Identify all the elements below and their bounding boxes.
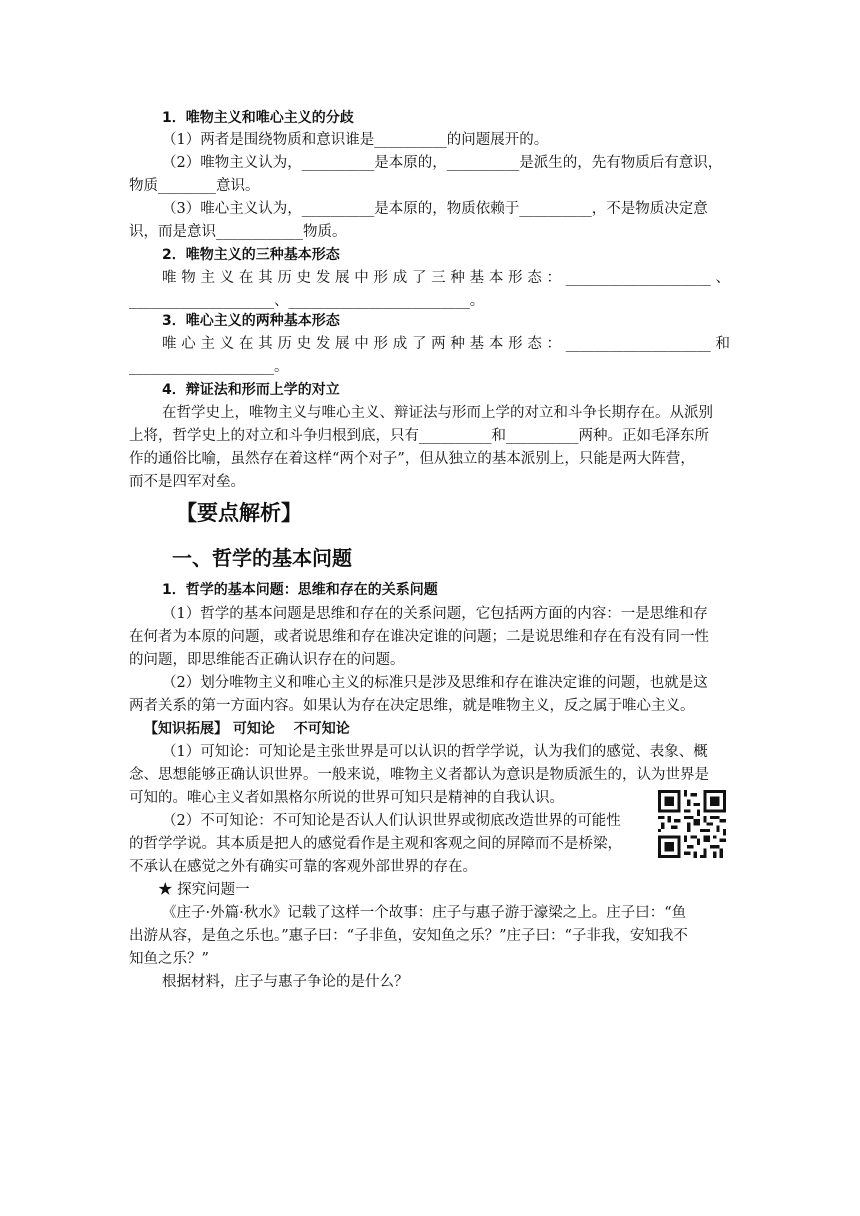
text-line: 作的通俗比喻，虽然存在着这样“两个对子”，但从独立的基本派别上，只能是两大阵营，	[129, 451, 695, 467]
text-line: （1）两者是围绕物质和意识谁是__________的问题展开的。	[162, 132, 549, 148]
text-line: 出游从容，是鱼之乐也。”惠子曰：“子非鱼，安知鱼之乐？”庄子曰：“子非我，安知我不	[129, 928, 688, 944]
text-line: 的哲学学说。其本质是把人的感觉看作是主观和客观之间的屏障而不是桥梁，	[129, 836, 622, 852]
text-line: 在哲学史上，唯物主义与唯心主义、辩证法与形而上学的对立和斗争长期存在。从派别	[162, 405, 713, 421]
text-line: 的问题，即思维能否正确认识存在的问题。	[129, 652, 405, 668]
text-line: （2）不可知论：不可知论是否认人们认识世界或彻底改造世界的可能性	[162, 813, 621, 829]
text-line: 而不是四军对垒。	[129, 474, 245, 490]
section-title: 【要点解析】	[176, 501, 302, 525]
knowledge-extension-heading: 【知识拓展】 可知论 不可知论	[144, 721, 350, 737]
text-line: （2）划分唯物主义和唯心主义的标准只是涉及思维和存在谁决定谁的问题，也就是这	[162, 675, 708, 691]
text-line: 两者关系的第一方面内容。如果认为存在决定思维，就是唯物主义，反之属于唯心主义。	[129, 698, 695, 714]
text-line: 唯物主义在其历史发展中形成了三种基本形态：____________________、	[162, 270, 730, 286]
text-line: 可知的。唯心主义者如黑格尔所说的世界可知只是精神的自我认识。	[129, 790, 564, 806]
text-line: 识，而是意识____________物质。	[129, 224, 347, 240]
heading-4: 4．辩证法和形而上学的对立	[162, 382, 340, 398]
inquiry-heading: ★ 探究问题一	[158, 882, 250, 898]
heading-basic-question: 1．哲学的基本问题：思维和存在的关系问题	[162, 582, 438, 598]
text-line: 不承认在感觉之外有确实可靠的客观外部世界的存在。	[129, 859, 477, 875]
text-line: （1）可知论：可知论是主张世界是可以认识的哲学学说，认为我们的感觉、表象、概	[162, 744, 708, 760]
text-line: 念、思想能够正确认识世界。一般来说，唯物主义者都认为意识是物质派生的，认为世界是	[129, 767, 709, 783]
text-line: 上将，哲学史上的对立和斗争归根到底，只有__________和__________两种。正如毛泽东所	[129, 428, 709, 444]
heading-2: 2．唯物主义的三种基本形态	[162, 247, 340, 263]
text-line: （3）唯心主义认为，__________是本原的，物质依赖于__________，不是物质决定意	[162, 201, 708, 217]
heading-3: 3．唯心主义的两种基本形态	[162, 313, 340, 329]
text-line: 唯心主义在其历史发展中形成了两种基本形态：____________________和	[162, 336, 730, 352]
text-line: 根据材料，庄子与惠子争论的是什么？	[162, 974, 409, 990]
text-line: （2）唯物主义认为，__________是本原的，__________是派生的，先有物质后有意识，	[162, 155, 723, 171]
qr-code-icon	[658, 790, 726, 858]
text-line: 知鱼之乐？”	[129, 951, 209, 967]
text-line: 在何者为本原的问题，或者说思维和存在谁决定谁的问题；二是说思维和存在有没有同一性	[129, 629, 709, 645]
heading-1: 1．唯物主义和唯心主义的分歧	[162, 110, 354, 126]
text-line: 《庄子·外篇·秋水》记载了这样一个故事：庄子与惠子游于濠梁之上。庄子曰：“鱼	[162, 905, 687, 921]
part-title: 一、哲学的基本问题	[172, 546, 352, 570]
text-line: ____________________。	[129, 359, 289, 375]
text-line: 物质________意识。	[129, 178, 260, 194]
text-line: ____________________、_________________________。	[129, 293, 485, 309]
text-line: （1）哲学的基本问题是思维和存在的关系问题，它包括两方面的内容：一是思维和存	[162, 606, 708, 622]
